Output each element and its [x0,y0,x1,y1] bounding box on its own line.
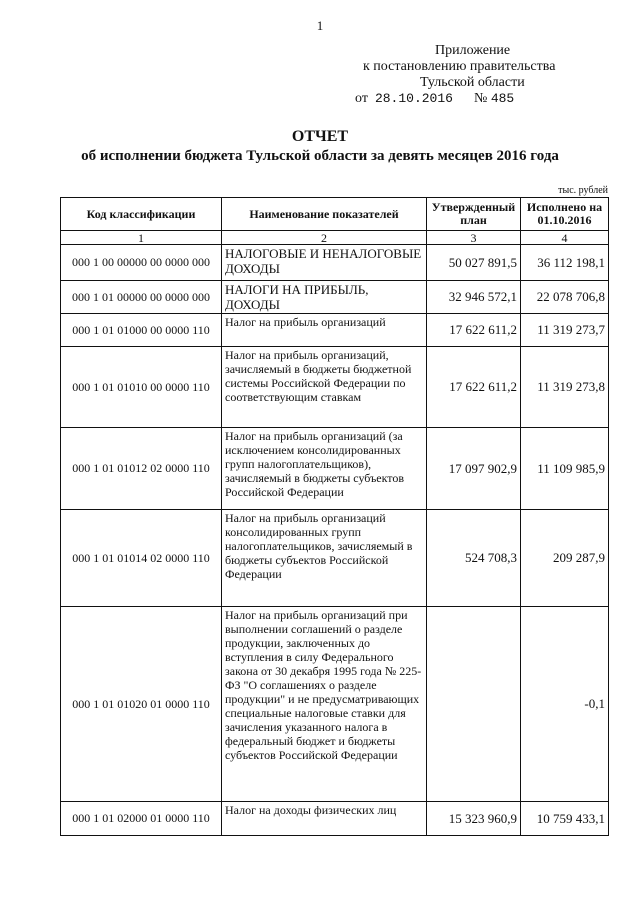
appendix-date-line [355,91,605,107]
header-plan: Утвержденный план [427,198,521,231]
column-number: 1 [61,231,222,245]
appendix-resolution: к постановлению правительства [363,59,556,74]
number-prefix: № [473,91,488,106]
table-row [61,314,609,347]
executed-value: 11 109 985,9 [521,428,609,510]
indicator-name: Налог на прибыль организаций при выполнении соглашений о разделе продукции, заключенных до вступления в силу Федерального закона от 30 декабря 1995 года № 225-ФЗ "О соглашениях о разделе продукции" и не предусматривающих специальные налоговые ставки для зачисления указанного налога в федеральный бюджет и бюджеты субъектов Российской Федерации [222,607,427,802]
executed-value: 36 112 198,1 [521,245,609,281]
table-row [61,428,609,510]
table-row [61,281,609,314]
table-row [61,510,609,607]
plan-value: 524 708,3 [427,510,521,607]
column-number: 4 [521,231,609,245]
plan-value: 17 622 611,2 [427,314,521,347]
classification-code: 000 1 01 01000 00 0000 110 [61,314,222,347]
executed-value: -0,1 [521,607,609,802]
classification-code: 000 1 01 01010 00 0000 110 [61,347,222,428]
appendix-block [355,43,605,107]
table-row [61,347,609,428]
executed-value: 11 319 273,8 [521,347,609,428]
executed-value: 209 287,9 [521,510,609,607]
page-number: 1 [316,18,324,33]
budget-table [60,197,609,836]
indicator-name: Налог на прибыль организаций, зачисляемый в бюджеты бюджетной системы Российской Федерации по соответствующим ставкам [222,347,427,428]
appendix-region: Тульской области [420,75,525,90]
appendix-title: Приложение [435,43,511,58]
column-number: 3 [427,231,521,245]
plan-value: 50 027 891,5 [427,245,521,281]
resolution-date: 28.10.2016 [374,91,453,106]
classification-code: 000 1 01 01020 01 0000 110 [61,607,222,802]
table-row [61,607,609,802]
plan-value [427,607,521,802]
indicator-name: Налог на прибыль организаций консолидированных групп налогоплательщиков, зачисляемый в бюджеты субъектов Российской Федерации [222,510,427,607]
classification-code: 000 1 01 00000 00 0000 000 [61,281,222,314]
column-number-row [61,231,609,245]
classification-code: 000 1 01 02000 01 0000 110 [61,802,222,836]
table-row [61,802,609,836]
indicator-name: Налог на доходы физических лиц [222,802,427,836]
executed-value: 10 759 433,1 [521,802,609,836]
plan-value: 17 097 902,9 [427,428,521,510]
date-prefix: от [355,91,368,106]
column-number: 2 [222,231,427,245]
header-code: Код классификации [61,198,222,231]
report-subtitle: об исполнении бюджета Тульской области за девять месяцев 2016 года [81,148,559,164]
plan-value: 17 622 611,2 [427,347,521,428]
resolution-number: 485 [490,91,515,106]
indicator-name: Налог на прибыль организаций (за исключением консолидированных групп налогоплательщиков), зачисляемый в бюджеты субъектов Российской Федерации [222,428,427,510]
executed-value: 22 078 706,8 [521,281,609,314]
report-title: ОТЧЕТ [291,128,349,145]
units-label: тыс. рублей [558,185,608,196]
plan-value: 15 323 960,9 [427,802,521,836]
indicator-name: НАЛОГОВЫЕ И НЕНАЛОГОВЫЕ ДОХОДЫ [222,245,427,281]
executed-value: 11 319 273,7 [521,314,609,347]
header-executed: Исполнено на 01.10.2016 [521,198,609,231]
plan-value: 32 946 572,1 [427,281,521,314]
table-header-row [61,198,609,231]
classification-code: 000 1 01 01014 02 0000 110 [61,510,222,607]
classification-code: 000 1 00 00000 00 0000 000 [61,245,222,281]
table-row [61,245,609,281]
classification-code: 000 1 01 01012 02 0000 110 [61,428,222,510]
header-name: Наименование показателей [222,198,427,231]
indicator-name: НАЛОГИ НА ПРИБЫЛЬ, ДОХОДЫ [222,281,427,314]
indicator-name: Налог на прибыль организаций [222,314,427,347]
